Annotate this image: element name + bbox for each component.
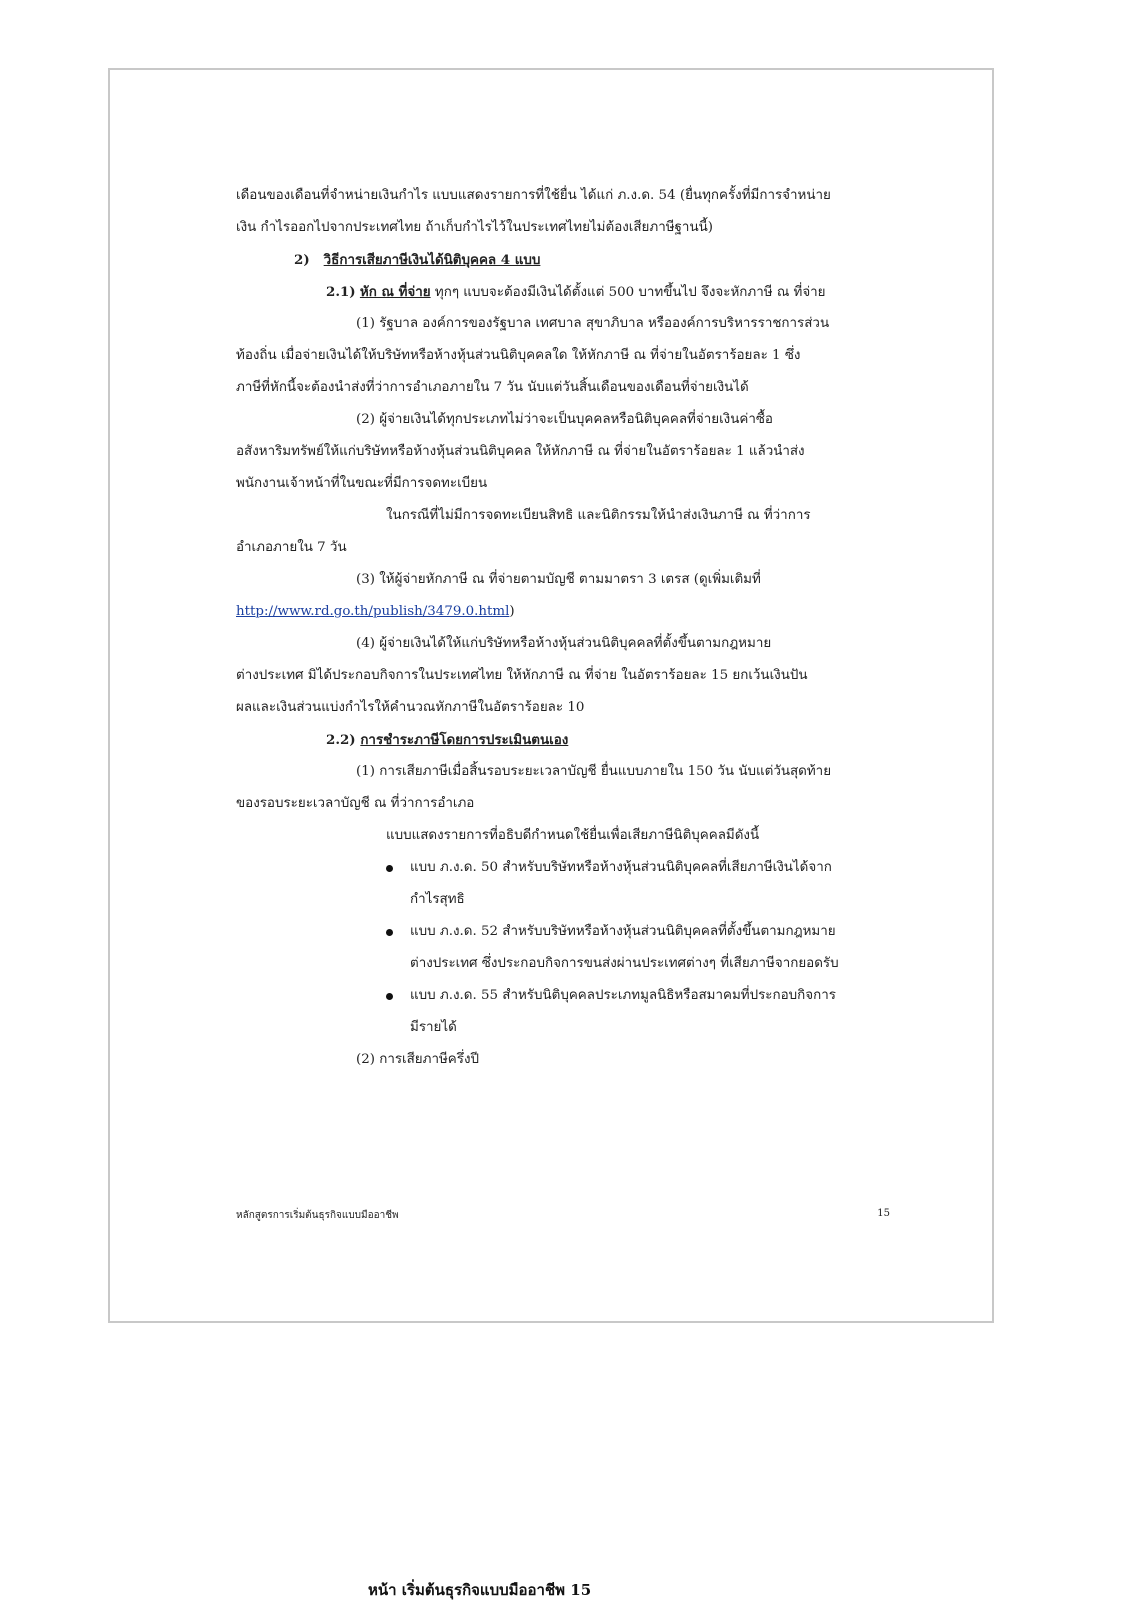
subsection-title: การชำระภาษีโดยการประเมินตนเอง — [360, 732, 569, 748]
subsection-title: หัก ณ ที่จ่าย — [359, 284, 431, 300]
text-line: เงิน กำไรออกไปจากประเทศไทย ถ้าเก็บกำไรไว้ในประเทศไทยไม่ต้องเสียภาษีฐานนี้) — [236, 220, 713, 235]
paragraph-line: (1) การเสียภาษีเมื่อสิ้นรอบระยะเวลาบัญชี ยื่นแบบภายใน 150 วัน นับแต่วันสุดท้าย — [356, 764, 832, 779]
subsection-heading-2-1 — [236, 276, 890, 308]
paragraph-line: (2) การเสียภาษีครึ่งปี — [356, 1052, 480, 1067]
page-footer — [236, 1208, 890, 1223]
footer-course-title: หลักสูตรการเริ่มต้นธุรกิจแบบมืออาชีพ — [236, 1210, 399, 1221]
bullet-icon — [386, 993, 393, 1000]
bullet-item — [236, 916, 890, 948]
paragraph-line: ผลและเงินส่วนแบ่งกำไรให้คำนวณหักภาษีในอัตราร้อยละ 10 — [236, 700, 585, 715]
footer-page-number: 15 — [877, 1208, 890, 1219]
image-caption: หน้า เริ่มต้นธุรกิจแบบมืออาชีพ 15 — [368, 1581, 592, 1599]
text-span: ) — [509, 604, 515, 619]
section-heading-2 — [236, 244, 890, 276]
paragraph-line: ต่างประเทศ มิได้ประกอบกิจการในประเทศไทย ให้หักภาษี ณ ที่จ่าย ในอัตราร้อยละ 15 ยกเว้นเงินปัน — [236, 668, 808, 683]
paragraph-line: อำเภอภายใน 7 วัน — [236, 540, 347, 555]
page-content — [236, 180, 890, 1076]
bullet-text: แบบ ภ.ง.ด. 50 สำหรับบริษัทหรือห้างหุ้นส่วนนิติบุคคลที่เสียภาษีเงินได้จาก — [410, 860, 832, 875]
bullet-icon — [386, 865, 393, 872]
paragraph-line: (1) รัฐบาล องค์การของรัฐบาล เทศบาล สุขาภิบาล หรือองค์การบริหารราชการส่วน — [356, 316, 830, 331]
text-span: เดือนของเดือนที่จำหน่ายเงินกำไร แบบแสดงรายการที่ใช้ยื่น ได้แก่ ภ.ง.ด. 54 (ยื่นทุกครั้งที่มีการจำหน่าย — [236, 188, 831, 203]
bullet-text: แบบ ภ.ง.ด. 55 สำหรับนิติบุคคลประเภทมูลนิธิหรือสมาคมที่ประกอบกิจการ — [410, 988, 836, 1003]
bullet-item — [236, 980, 890, 1012]
section-title: วิธีการเสียภาษีเงินได้นิติบุคคล 4 แบบ — [323, 252, 541, 268]
paragraph-line: ท้องถิ่น เมื่อจ่ายเงินได้ให้บริษัทหรือห้างหุ้นส่วนนิติบุคคลใด ให้หักภาษี ณ ที่จ่ายในอัตราร้อยละ 1 ซึ่ง — [236, 348, 801, 363]
paragraph-line: พนักงานเจ้าหน้าที่ในขณะที่มีการจดทะเบียน — [236, 476, 488, 491]
bullet-continuation: มีรายได้ — [410, 1020, 457, 1035]
paragraph-line: แบบแสดงรายการที่อธิบดีกำหนดใช้ยื่นเพื่อเสียภาษีนิติบุคคลมีดังนี้ — [386, 828, 760, 843]
bullet-continuation: ต่างประเทศ ซึ่งประกอบกิจการขนส่งผ่านประเทศต่างๆ ที่เสียภาษีจากยอดรับ — [410, 956, 839, 971]
paragraph-line: (3) ให้ผู้จ่ายหักภาษี ณ ที่จ่ายตามบัญชี ตามมาตรา 3 เตรส (ดูเพิ่มเติมที่ — [356, 572, 761, 587]
subsection-number: 2.2) — [326, 732, 356, 748]
paragraph-line: (4) ผู้จ่ายเงินได้ให้แก่บริษัทหรือห้างหุ้นส่วนนิติบุคคลที่ตั้งขึ้นตามกฎหมาย — [356, 636, 772, 651]
paragraph-line: ในกรณีที่ไม่มีการจดทะเบียนสิทธิ และนิติกรรมให้นำส่งเงินภาษี ณ ที่ว่าการ — [386, 508, 811, 523]
paragraph-line — [236, 596, 890, 628]
bullet-continuation: กำไรสุทธิ — [410, 892, 465, 907]
bullet-item — [236, 852, 890, 884]
text-line — [236, 180, 890, 212]
bullet-icon — [386, 929, 393, 936]
subsection-heading-2-2 — [236, 724, 890, 756]
document-page — [108, 68, 994, 1323]
paragraph-line: อสังหาริมทรัพย์ให้แก่บริษัทหรือห้างหุ้นส่วนนิติบุคคล ให้หักภาษี ณ ที่จ่ายในอัตราร้อยละ 1 แล้วนำส่ง — [236, 444, 805, 459]
subsection-number: 2.1) — [326, 284, 356, 300]
bullet-text: แบบ ภ.ง.ด. 52 สำหรับบริษัทหรือห้างหุ้นส่วนนิติบุคคลที่ตั้งขึ้นตามกฎหมาย — [410, 924, 836, 939]
rd-link[interactable]: http://www.rd.go.th/publish/3479.0.html — [236, 604, 510, 619]
section-number: 2) — [294, 252, 310, 268]
paragraph-line: (2) ผู้จ่ายเงินได้ทุกประเภทไม่ว่าจะเป็นบุคคลหรือนิติบุคคลที่จ่ายเงินค่าซื้อ — [356, 412, 773, 427]
paragraph-line: ภาษีที่หักนี้จะต้องนำส่งที่ว่าการอำเภอภายใน 7 วัน นับแต่วันสิ้นเดือนของเดือนที่จ่ายเงินได้ — [236, 380, 749, 395]
subsection-text: ทุกๆ แบบจะต้องมีเงินได้ตั้งแต่ 500 บาทขึ้นไป จึงจะหักภาษี ณ ที่จ่าย — [430, 285, 826, 300]
paragraph-line: ของรอบระยะเวลาบัญชี ณ ที่ว่าการอำเภอ — [236, 796, 475, 811]
